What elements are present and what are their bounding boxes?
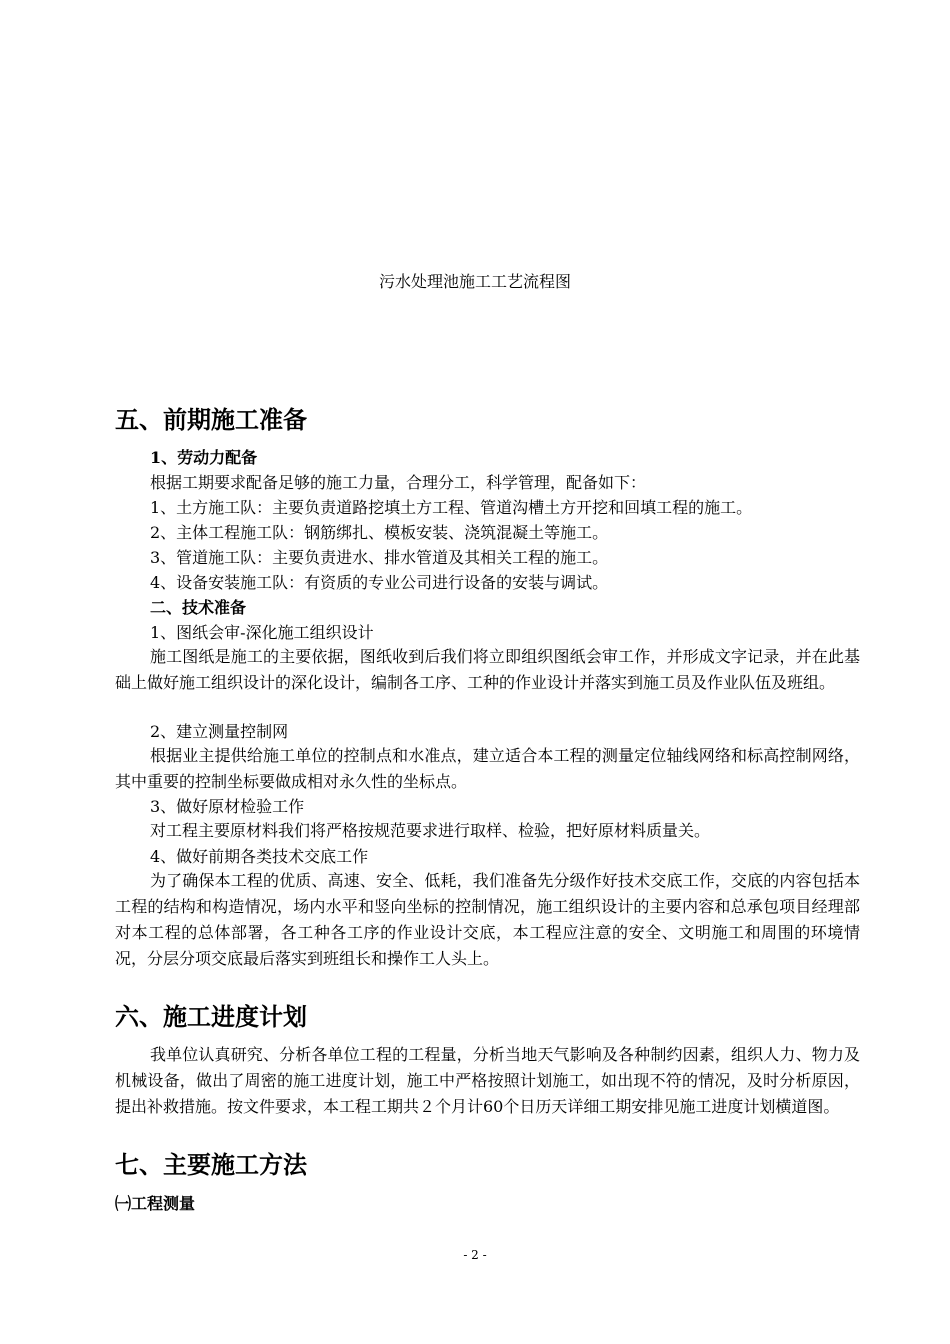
labor-item: 4、设备安装施工队：有资质的专业公司进行设备的安装与调试。 [150,573,609,592]
page-number: - 2 - [463,1248,487,1262]
labor-item: 1、土方施工队：主要负责道路挖填土方工程、管道沟槽土方开挖和回填工程的施工。 [150,498,753,517]
tech-item-title: 4、做好前期各类技术交底工作 [150,847,369,866]
section-5-heading: 五、前期施工准备 [115,405,307,434]
section-6-heading: 六、施工进度计划 [115,1002,307,1031]
tech-item-paragraph: 施工图纸是施工的主要依据，图纸收到后我们将立即组织图纸会审工作，并形成文字记录，并在此基础上做好施工组织设计的深化设计，编制各工序、工种的作业设计并落实到施工员及作业队伍及班组。 [115,647,860,692]
flowchart-caption: 污水处理池施工工艺流程图 [378,272,571,291]
tech-item-title: 2、建立测量控制网 [150,722,289,741]
labor-item: 2、主体工程施工队：钢筋绑扎、模板安装、浇筑混凝土等施工。 [150,523,609,542]
section-7-heading: 七、主要施工方法 [115,1150,307,1179]
labor-intro: 根据工期要求配备足够的施工力量，合理分工，科学管理，配备如下： [150,473,647,492]
tech-item-title: 3、做好原材检验工作 [150,797,305,816]
tech-item-title: 1、图纸会审-深化施工组织设计 [150,623,374,642]
tech-item-paragraph: 根据业主提供给施工单位的控制点和水准点，建立适合本工程的测量定位轴线网络和标高控制网络，其中重要的控制坐标要做成相对永久性的坐标点。 [115,746,860,791]
technical-preparation-heading: 二、技术准备 [150,598,247,617]
schedule-paragraph: 我单位认真研究、分析各单位工程的工程量，分析当地天气影响及各种制约因素，组织人力、物力及机械设备，做出了周密的施工进度计划，施工中严格按照计划施工，如出现不符的情况，及时分析原因，提出补救措施。按文件要求，本工程工期共２个月计60个日历天详细工期安排见施工进度计划横道图。 [115,1045,860,1116]
tech-item-paragraph: 对工程主要原材料我们将严格按规范要求进行取样、检验，把好原材料质量关。 [150,821,711,840]
engineering-survey-heading: ㈠工程测量 [115,1194,196,1213]
tech-item-paragraph: 为了确保本工程的优质、高速、安全、低耗，我们准备先分级作好技术交底工作，交底的内容包括本工程的结构和构造情况，场内水平和竖向坐标的控制情况，施工组织设计的主要内容和总承包项目经理部对本工程的总体部署，各工种各工序的作业设计交底，本工程应注意的安全、文明施工和周围的环境情况，分层分项交底最后落实到班组长和操作工人头上。 [115,871,860,968]
labor-item: 3、管道施工队：主要负责进水、排水管道及其相关工程的施工。 [150,548,609,567]
labor-allocation-heading: 1、劳动力配备 [150,448,258,467]
